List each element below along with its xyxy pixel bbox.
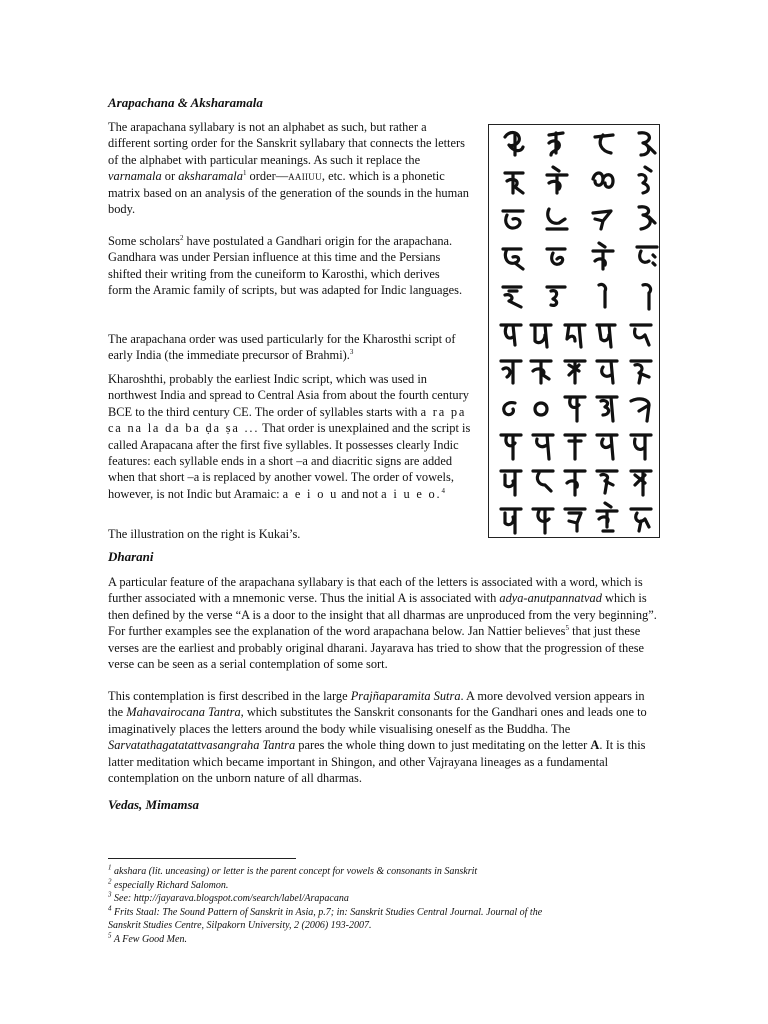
footnote-ref-2[interactable]: 2 <box>179 233 184 242</box>
footnote-ref-4[interactable]: 4 <box>441 486 445 495</box>
glyph <box>639 133 655 155</box>
footnote-ref-3[interactable]: 3 <box>349 348 354 357</box>
text: Kharoshthi, probably the earliest Indic script, which was used in northwest India and spread to Central Asia from about the fourth century BCE to the third century CE. The order of syllables starts with <box>108 372 469 419</box>
footnote-number: 3 <box>108 890 112 899</box>
glyph <box>535 403 547 415</box>
footnote-2 <box>108 879 568 893</box>
footnote-ref-1[interactable]: 1 <box>242 169 247 178</box>
text: , etc. which is a phonetic matrix based on an analysis of the generation of the sounds in the human body. <box>108 169 469 217</box>
glyph <box>503 287 521 307</box>
glyph <box>505 173 523 193</box>
text: That order is unexplained and the script is called Arapacana after the first five syllables. It possesses clearly Indic features: each syllable ends in a short –a and diacritic signs are added when that short –a is replaced by another vowel. The order of vowels, however, is not Indic but Aramaic: <box>108 421 471 501</box>
footnote-number: 4 <box>108 904 112 913</box>
footnote-text: A Few Good Men. <box>111 933 187 945</box>
glyph <box>547 209 567 229</box>
glyph <box>597 325 615 347</box>
section-heading-arapachana: Arapachana & Aksharamala <box>108 95 263 110</box>
glyph <box>503 211 523 228</box>
glyph <box>639 207 655 229</box>
glyph <box>533 509 553 533</box>
glyph <box>593 211 611 229</box>
glyph <box>593 173 613 187</box>
glyph <box>565 325 585 347</box>
text: The arapachana order was used particularly for the Kharosthi script of early India (the immediate precursor of Brahmi). <box>108 332 456 363</box>
text: or <box>161 169 179 184</box>
glyph <box>501 361 521 383</box>
glyph <box>595 135 613 153</box>
glyph <box>597 361 617 383</box>
paragraph-dharani <box>108 574 660 672</box>
footnote-1 <box>108 865 568 879</box>
text: that just these verses are the earliest and probably original dharani. Jayarava has tried to show that the progression of these verse can be seen as a serial contemplation of some sort. <box>108 624 645 672</box>
footnote-text: especially Richard Salomon. <box>111 879 229 891</box>
term-aksharamala: aksharamala <box>178 169 243 184</box>
aramaic-vowel-order: a e i o u <box>282 486 339 501</box>
glyph <box>631 361 651 383</box>
glyph <box>597 503 617 531</box>
vowel-sequence: aaiiuu <box>288 169 322 184</box>
glyph <box>631 471 651 495</box>
text: order— <box>246 169 289 184</box>
syllable-sequence: a ra pa ca na la da ba ḍa ṣa ... <box>108 404 467 436</box>
glyph <box>631 325 651 345</box>
paragraph-gandhari-origin <box>108 233 466 299</box>
glyph <box>597 471 617 493</box>
text: which substitutes the Sanskrit consonants for the Gandhari ones and leads one to imaginatively places the letters around the body while visualising oneself as the Buddha. The <box>108 705 647 736</box>
glyph <box>597 397 617 421</box>
text: This contemplation is first described in the large <box>108 689 351 703</box>
text: A particular feature of the arapachana syllabary is that each of the letters is associated with a word, which is further associated with a mnemonic verse. Thus the initial A is associated with <box>108 575 643 606</box>
footnote-text: Frits Staal: The Sound Pattern of Sanskrit in Asia, p.7; in: Sanskrit Studies Central Journal. Journal of the Sanskrit Studies Centre, Silpakorn University, 2 (2006) 193-2007. <box>108 906 543 932</box>
glyph <box>599 284 606 307</box>
paragraph-intro <box>108 119 470 217</box>
glyph <box>547 249 565 264</box>
text: . It is this latter meditation which became important in Shingon, and other Vajrayana lineages as a fundamental contemplation on the unborn nature of all dharmas. <box>108 738 646 786</box>
glyph <box>549 133 563 155</box>
paragraph-kharoshthi-script <box>108 371 476 502</box>
glyph <box>501 435 521 459</box>
letter-a: A <box>590 738 600 753</box>
text: Some scholars <box>108 234 180 248</box>
glyph <box>643 285 651 309</box>
indic-vowel-order: a i u e o. <box>381 486 442 501</box>
glyph <box>505 133 523 156</box>
glyph <box>547 167 567 193</box>
paragraph-kharosthi-order <box>108 331 470 364</box>
text: The arapachana syllabary is not an alphabet as such, but rather a different sorting order for the Sanskrit syllabary that connects the letters of the alphabet with particular meanings. As such it replace the <box>108 120 465 167</box>
footnote-separator <box>108 858 296 859</box>
footnote-number: 5 <box>108 931 112 940</box>
kukai-siddham-chart <box>488 124 660 538</box>
paragraph-contemplation <box>108 688 660 786</box>
glyph <box>547 287 565 305</box>
glyph <box>501 509 521 533</box>
term-adya-anutpannatvad: adya-anutpannatvad <box>499 591 602 606</box>
glyph <box>593 243 613 269</box>
title-prajnaparamita-sutra: Prajñaparamita Sutra <box>350 689 461 703</box>
siddham-glyph-grid <box>489 125 661 539</box>
title-mahavairocana-tantra: Mahavairocana Tantra, <box>126 705 244 720</box>
glyph <box>631 509 651 531</box>
glyph <box>565 509 585 531</box>
glyph <box>503 249 523 269</box>
footnote-number: 2 <box>108 877 112 886</box>
text: which is then defined by the verse “A is a door to the insight that all dharmas are unproduced from the very beginning”. For further examples see the explanation of the word arapachana below. Jan Nattier believes <box>108 591 657 639</box>
footnote-ref-5[interactable]: 5 <box>565 624 569 633</box>
glyph <box>631 435 651 459</box>
glyph <box>531 325 551 347</box>
glyph <box>631 399 649 421</box>
glyph <box>565 435 585 459</box>
glyph <box>565 471 585 495</box>
glyph <box>501 471 521 495</box>
text: have postulated a Gandhari origin for the arapachana. Gandhara was under Persian influence at this time and the Persians shifted their writing from the cuneiform to Karosthi, which derives form the Aramic family of scripts, but was adapted for Indic languages. <box>108 234 463 298</box>
term-varnamala: varnamala <box>108 169 162 184</box>
section-heading-dharani: Dharani <box>108 549 154 564</box>
footnotes <box>108 865 568 947</box>
glyph <box>639 167 651 193</box>
text: . A more devolved version appears in the <box>108 689 645 720</box>
glyph <box>533 471 553 491</box>
glyph <box>504 403 515 415</box>
glyph <box>501 325 521 345</box>
glyph <box>597 435 617 459</box>
footnote-5 <box>108 933 568 947</box>
glyph <box>565 397 585 421</box>
footnote-text[interactable]: See: http://jayarava.blogspot.com/search/label/Arapacana <box>111 893 349 905</box>
section-heading-vedas: Vedas, Mimamsa <box>108 797 200 812</box>
footnote-4 <box>108 906 568 933</box>
text: and not <box>338 486 382 501</box>
title-sarvatathagata-tantra: Sarvatathagatatattvasangraha Tantra <box>108 738 296 753</box>
glyph <box>533 435 553 459</box>
glyph <box>637 247 657 265</box>
footnote-text: akshara (lit. unceasing) or letter is the parent concept for vowels & consonants in Sanskrit <box>111 866 478 877</box>
glyph <box>531 361 551 383</box>
glyph <box>565 361 585 383</box>
footnote-number: 1 <box>108 863 112 872</box>
paragraph-illustration-note: The illustration on the right is Kukai’s. <box>108 527 301 541</box>
footnote-3 <box>108 892 568 906</box>
text: pares the whole thing down to just meditating on the letter <box>295 738 591 753</box>
